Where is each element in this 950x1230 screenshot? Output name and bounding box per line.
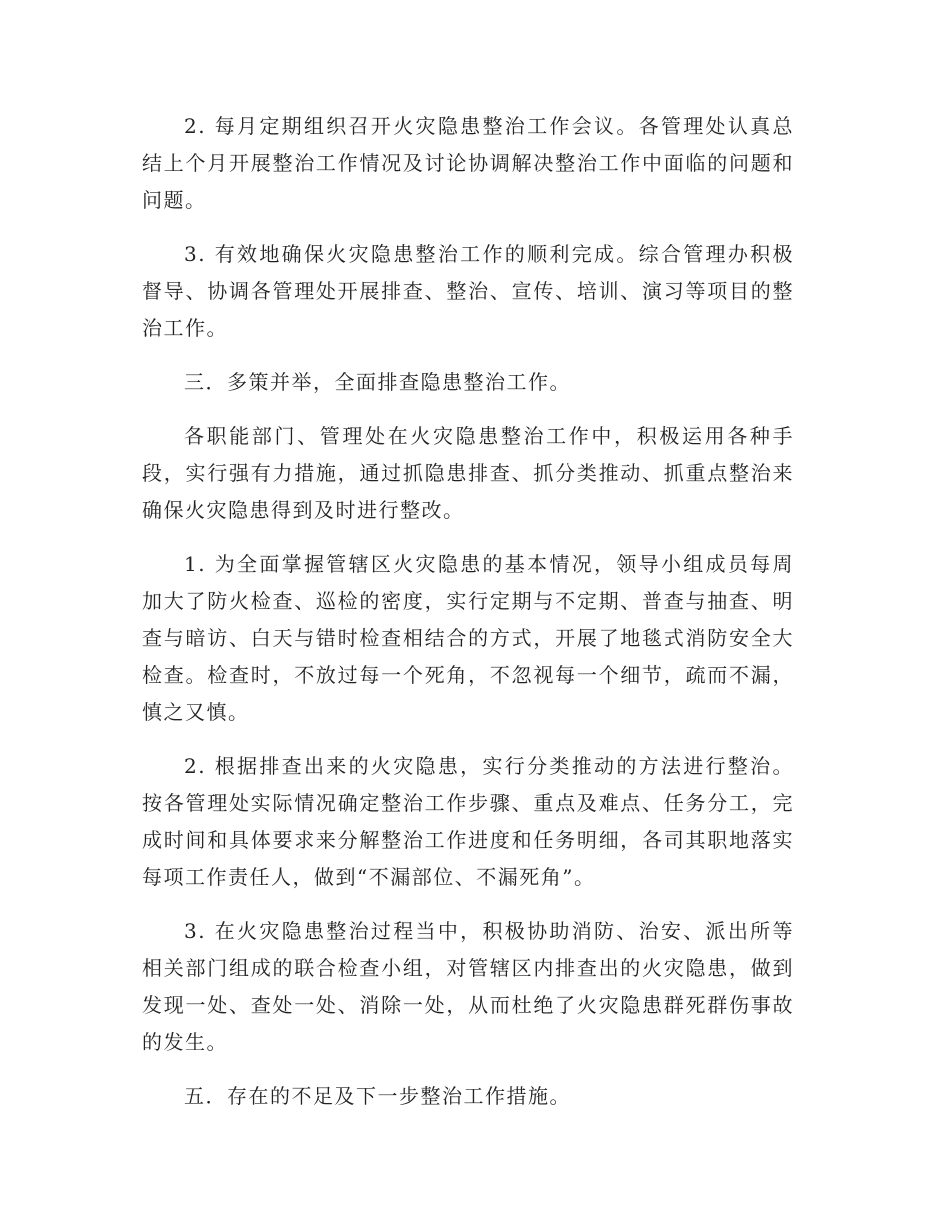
paragraph-monthly-meeting: 2. 每月定期组织召开火灾隐患整治工作会议。各管理处认真总结上个月开展整治工作情况及讨论协调解决整治工作中面临的问题和问题。 bbox=[142, 114, 794, 212]
section-heading-5: 五．存在的不足及下一步整治工作措施。 bbox=[184, 1084, 571, 1108]
section-heading-3: 三．多策并举，全面排查隐患整治工作。 bbox=[184, 370, 571, 394]
paragraph-classification: 2. 根据排查出来的火灾隐患，实行分类推动的方法进行整治。按各管理处实际情况确定整治工作步骤、重点及难点、任务分工，完成时间和具体要求来分解整治工作进度和任务明细，各司其职地落实每项工作责任人，做到“不漏部位、不漏死角”。 bbox=[142, 754, 794, 889]
paragraph-joint-inspection: 3. 在火灾隐患整治过程当中，积极协助消防、治安、派出所等相关部门组成的联合检查小组，对管辖区内排查出的火灾隐患，做到发现一处、查处一处、消除一处，从而杜绝了火灾隐患群死群伤事故的发生。 bbox=[142, 919, 794, 1054]
document-body bbox=[142, 108, 794, 1132]
paragraph-inspection: 1. 为全面掌握管辖区火灾隐患的基本情况，领导小组成员每周加大了防火检查、巡检的密度，实行定期与不定期、普查与抽查、明查与暗访、白天与错时检查相结合的方式，开展了地毯式消防安全大检查。检查时，不放过每一个死角，不忽视每一个细节，疏而不漏，慎之又慎。 bbox=[142, 552, 794, 724]
paragraph-departments: 各职能部门、管理处在火灾隐患整治工作中，积极运用各种手段，实行强有力措施，通过抓隐患排查、抓分类推动、抓重点整治来确保火灾隐患得到及时进行整改。 bbox=[142, 424, 794, 522]
paragraph-ensure-completion: 3. 有效地确保火灾隐患整治工作的顺利完成。综合管理办积极督导、协调各管理处开展排查、整治、宣传、培训、演习等项目的整治工作。 bbox=[142, 242, 794, 340]
